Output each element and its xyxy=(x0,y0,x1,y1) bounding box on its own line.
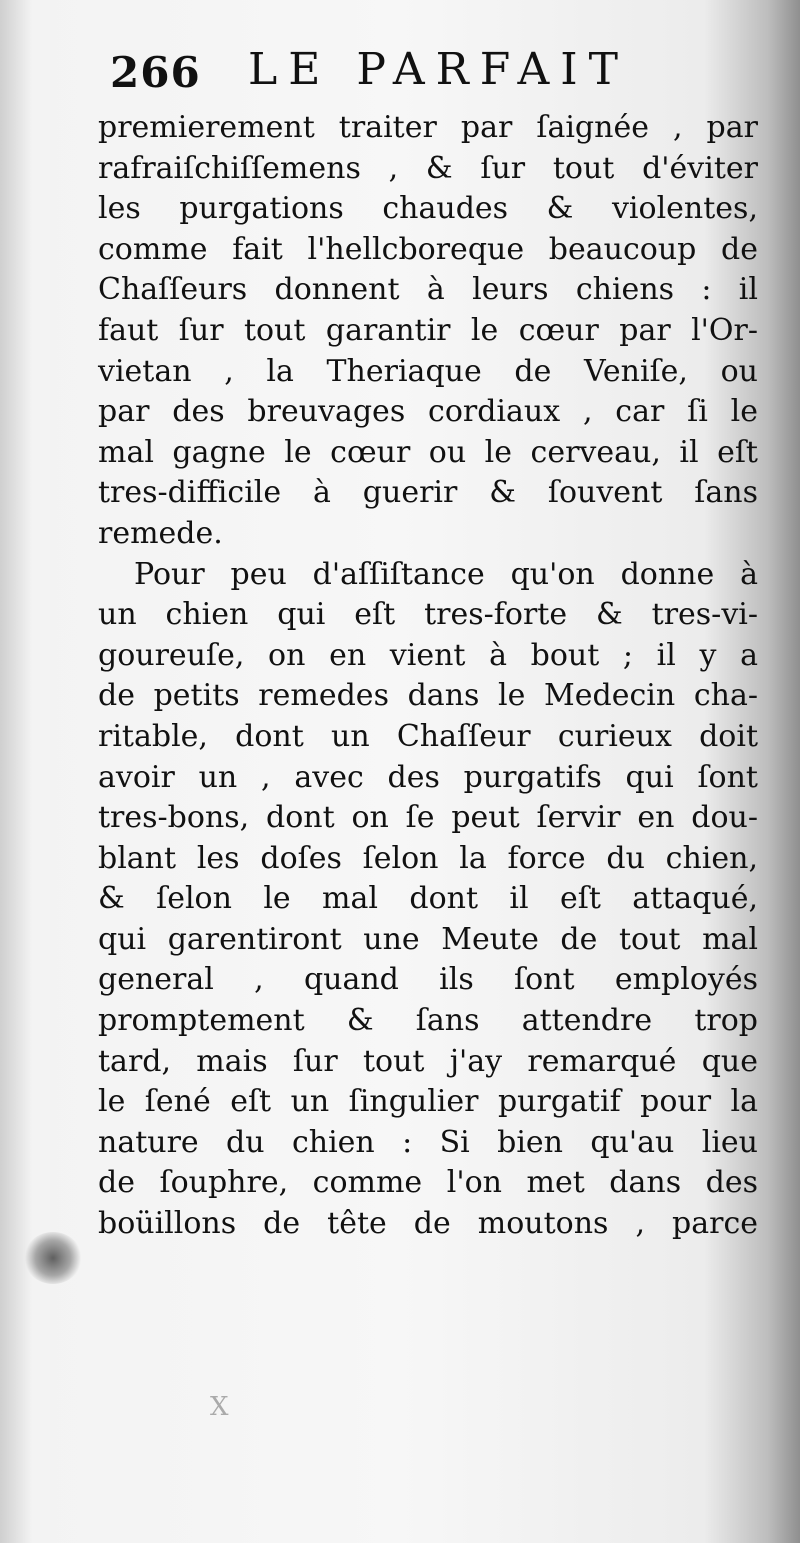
text-line: Pour peu d'aſſiſtance qu'on donne à xyxy=(134,556,758,592)
text-line: un chien qui eſt tres-forte & tres-vi- xyxy=(98,597,758,633)
text-line: promptement & ſans attendre trop xyxy=(98,1003,758,1039)
text-line: les purgations chaudes & violentes, xyxy=(98,191,758,227)
text-line: goureuſe, on en vient à bout ; il y a xyxy=(98,637,758,673)
text-line: mal gagne le cœur ou le cerveau, il eſt xyxy=(98,434,758,470)
text-line: qui garentiront une Meute de tout mal xyxy=(98,921,758,957)
body-text xyxy=(98,108,758,1245)
text-line: le ſené eſt un ſingulier purgatif pour la xyxy=(98,1084,758,1120)
text-line: par des breuvages cordiaux , car ſi le xyxy=(98,394,758,430)
text-line: tres-difficile à guerir & ſouvent ſans xyxy=(98,475,758,511)
text-line: Chaſſeurs donnent à leurs chiens : il xyxy=(98,272,758,308)
text-line: tres-bons, dont on ſe peut ſervir en dou- xyxy=(98,800,758,836)
text-line: boüillons de tête de moutons , parce xyxy=(98,1206,758,1242)
text-line: premierement traiter par ſaignée , par xyxy=(98,110,758,145)
text-line: faut ſur tout garantir le cœur par l'Or- xyxy=(98,312,758,348)
text-line: & ſelon le mal dont il eſt attaqué, xyxy=(98,881,758,917)
text-line: de petits remedes dans le Medecin cha- xyxy=(98,678,758,714)
text-line: ritable, dont un Chaſſeur curieux doit xyxy=(98,718,758,754)
text-line: remede. xyxy=(98,515,223,551)
text-line: tard, mais ſur tout j'ay remarqué que xyxy=(98,1043,758,1079)
text-line: blant les doſes ſelon la force du chien, xyxy=(98,840,758,876)
text-line: nature du chien : Si bien qu'au lieu xyxy=(98,1124,758,1160)
text-line: avoir un , avec des purgatifs qui ſont xyxy=(98,759,758,795)
text-line: vietan , la Theriaque de Veniſe, ou xyxy=(98,353,758,389)
catchword: X xyxy=(210,1392,229,1422)
page-number: 266 xyxy=(110,48,201,97)
ink-stain xyxy=(24,1232,82,1284)
text-line: general , quand ils ſont employés xyxy=(98,962,758,998)
text-line: rafraiſchiſſemens , & ſur tout d'éviter xyxy=(98,150,758,186)
text-line: comme fait l'hellcboreque beaucoup de xyxy=(98,231,758,267)
text-line: de ſouphre, comme l'on met dans des xyxy=(98,1165,758,1201)
running-head: LE PARFAIT xyxy=(248,44,630,95)
